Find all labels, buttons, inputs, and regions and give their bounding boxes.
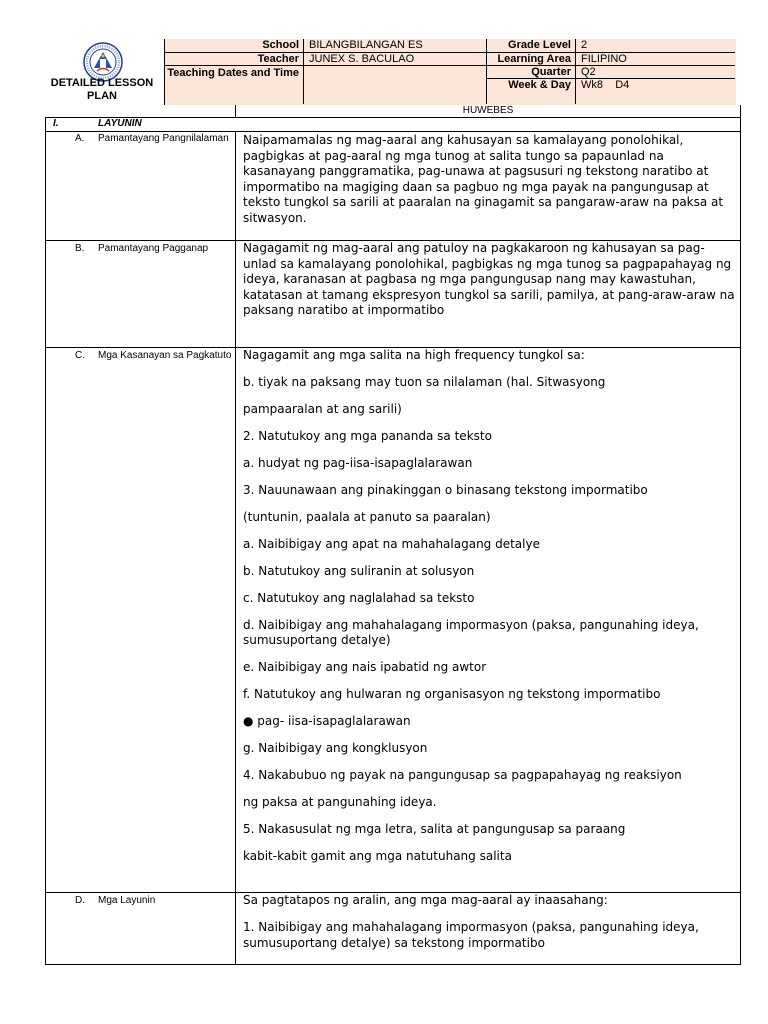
school-value: BILANGBILANGAN ES <box>304 39 487 53</box>
list-item: c. Natutukoy ang naglalahad sa teksto <box>243 590 475 605</box>
item-name: Pamantayang Pagganap <box>98 243 209 254</box>
quarter-value: Q2 <box>576 66 735 79</box>
row-content <box>243 893 735 963</box>
deped-seal-icon <box>83 42 123 82</box>
list-item: 1. Naibibigay ang mahahalagang impormasyon (paksa, pangunahing ideya, sumusuportang detalye) sa tekstong impormatibo <box>243 919 699 950</box>
list-item: 5. Nakasusulat ng mga letra, salita at pangungusap sa paraang <box>243 822 626 837</box>
learning-area-value: FILIPINO <box>576 53 735 66</box>
teacher-label: Teacher <box>165 53 304 66</box>
list-item: a. Naibibigay ang apat na mahahalagang detalye <box>243 536 540 551</box>
header-info-grid <box>165 39 736 105</box>
item-letter: A. <box>75 133 85 144</box>
row-label-cell <box>46 348 236 892</box>
paragraph: Nagagamit ng mag-aaral ang patuloy na pagkakaroon ng kahusayan sa pag-unlad sa kamalayang ponolohikal, pagbigkas ng mga tunog sa pagpapahayag ng ideya, karanasan at pagbasa ng mga pangungusap nang may kawastuhan, katatasan at tamang ekspresyon tungkol sa sarili, pamilya, at pang-araw-araw na paksang naratibo at impormatibo <box>243 241 735 318</box>
document-title: DETAILED LESSON PLAN <box>50 77 154 102</box>
section-header <box>46 118 740 132</box>
table-row-d <box>46 893 740 964</box>
list-item: 4. Nakabubuo ng payak na pangungusap sa pagpapahayag ng reaksiyon <box>243 768 682 783</box>
teacher-value: JUNEX S. BACULAO <box>304 53 487 66</box>
grade-level-value: 2 <box>576 39 735 53</box>
item-name: Mga Kasanayan sa Pagkatuto <box>98 350 232 361</box>
list-item: Nagagamit ang mga salita na high frequency tungkol sa: <box>243 348 585 362</box>
week-day-value: Wk8 D4 <box>581 79 630 91</box>
list-item: 3. Nauunawaan ang pinakinggan o binasang tekstong impormatibo <box>243 482 648 497</box>
quarter-label: Quarter <box>487 66 576 79</box>
learning-area-label: Learning Area <box>487 53 576 66</box>
list-item: ng paksa at pangunahing ideya. <box>243 795 437 810</box>
section-name: LAYUNIN <box>98 118 142 129</box>
item-name: Mga Layunin <box>98 895 156 906</box>
list-item: d. Naibibigay ang mahahalagang impormasyon (paksa, pangunahing ideya, sumusuportang detalye) <box>243 617 699 648</box>
list-item: a. hudyat ng pag-iisa-isapaglalarawan <box>243 455 473 470</box>
list-item: g. Naibibigay ang kongklusyon <box>243 741 428 756</box>
list-item: b. Natutukoy ang suliranin at solusyon <box>243 563 475 578</box>
list-item: ● pag- iisa-isapaglalarawan <box>243 714 411 729</box>
section-number: I. <box>53 118 59 129</box>
table-row-b <box>46 241 740 348</box>
row-label-cell <box>46 893 236 964</box>
list-item: e. Naibibigay ang nais ipabatid ng awtor <box>243 660 487 675</box>
item-letter: C. <box>75 350 85 361</box>
row-label-cell <box>46 241 236 347</box>
day-header: HUWEBES <box>235 105 741 118</box>
list-item: (tuntunin, paalala at panuto sa paaralan) <box>243 509 491 524</box>
school-label: School <box>165 39 304 53</box>
lesson-table <box>45 117 741 965</box>
list-item: pampaaralan at ang sarili) <box>243 401 402 416</box>
item-name: Pamantayang Pangnilalaman <box>98 133 229 144</box>
grade-level-label: Grade Level <box>487 39 576 53</box>
list-item: f. Natutukoy ang hulwaran ng organisasyon ng tekstong impormatibo <box>243 687 661 702</box>
table-row-c <box>46 348 740 893</box>
week-day-label: Week & Day <box>487 79 576 104</box>
teaching-dates-value <box>304 66 487 104</box>
paragraph: Naipamamalas ng mag-aaral ang kahusayan sa kamalayang ponolohikal, pagbigkas at pag-aaral ng mga tunog at salita tungo sa papaunlad na kasanayang panggramatika, pag-unawa at pagsusuri ng tekstong naratibo at impormatibo na magiging daan sa pagbuo ng mga payak na pangungusap at teksto tungkol sa sarili at paaralan na ginagamit sa pangaraw-araw na paksa at sitwasyon. <box>243 133 724 225</box>
list-item: b. tiyak na paksang may tuon sa nilalaman (hal. Sitwasyong <box>243 374 606 389</box>
row-content <box>243 133 735 227</box>
item-letter: D. <box>75 895 85 906</box>
row-label-cell <box>46 131 236 240</box>
table-row-a <box>46 131 740 241</box>
item-letter: B. <box>75 243 85 254</box>
list-item: kabit-kabit gamit ang mga natutuhang salita <box>243 849 512 864</box>
list-item: 2. Natutukoy ang mga pananda sa teksto <box>243 428 492 443</box>
logo-cell <box>39 39 165 105</box>
teaching-dates-label: Teaching Dates and Time <box>165 66 304 104</box>
row-content <box>243 241 735 319</box>
list-item: Sa pagtatapos ng aralin, ang mga mag-aaral ay inaasahang: <box>243 893 608 907</box>
row-content <box>243 348 735 876</box>
